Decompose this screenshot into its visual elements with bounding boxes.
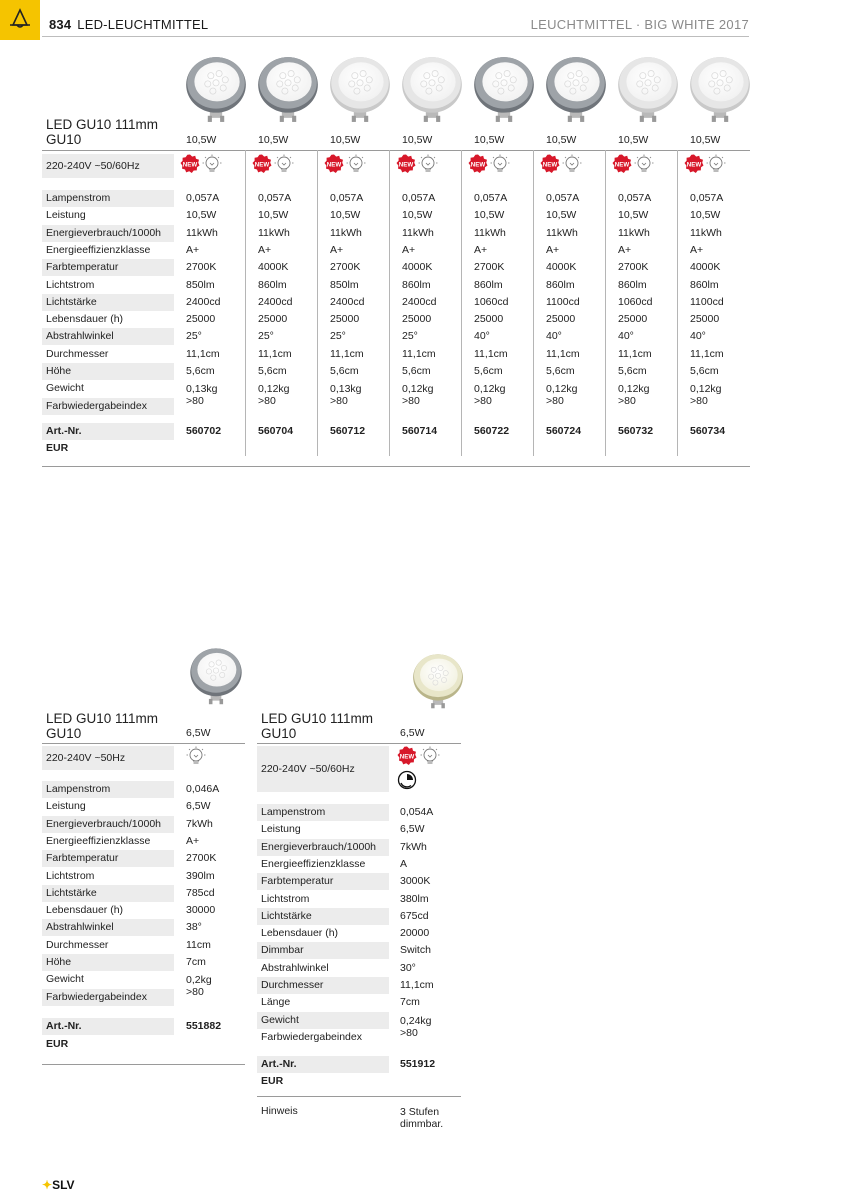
row-label-lichtstrom: Lichtstrom: [46, 278, 95, 291]
article-number: 560712: [330, 425, 366, 437]
header-rule: [42, 36, 749, 37]
product-wattage: 10,5W: [690, 134, 721, 146]
row-label-eur: EUR: [46, 1038, 69, 1050]
lamp-photo: [689, 52, 751, 124]
cell-laenge: 7cm: [400, 996, 420, 1009]
cell-lampenstrom: 0,057A: [186, 192, 220, 204]
led-bulb-icon: [274, 154, 294, 174]
cell-lichtstrom: 390lm: [186, 869, 215, 882]
cell-farbtemp: 2700K: [330, 261, 361, 274]
cell-leistung: 6,5W: [186, 800, 211, 813]
lamp-photo: [617, 52, 679, 124]
cell-gewicht-cri: [258, 383, 313, 407]
cell-energie: 11kWh: [258, 226, 290, 239]
table-subtitle: GU10: [46, 132, 82, 147]
lamp-section-icon: [8, 8, 32, 30]
row-label-lebensdauer: Lebensdauer (h): [46, 904, 124, 917]
cell-klasse: A+: [330, 243, 344, 256]
cell-lampenstrom: 0,057A: [258, 192, 292, 204]
cell-gewicht: 0,24kg: [400, 1014, 432, 1027]
cell-leistung: 10,5W: [474, 209, 505, 222]
cell-gewicht: 0,12kg: [474, 383, 506, 396]
brand-name: SLV: [52, 1178, 75, 1192]
new-badge-icon: [468, 154, 488, 174]
table-subtitle: GU10: [261, 726, 297, 741]
cell-gewicht: 0,12kg: [402, 383, 434, 396]
cell-durchmesser: 11,1cm: [400, 979, 434, 991]
cell-energie: 11kWh: [186, 226, 218, 239]
cell-hoehe: 5,6cm: [546, 365, 575, 377]
cell-leistung: 10,5W: [186, 209, 217, 222]
product-wattage: 10,5W: [474, 134, 505, 146]
cell-durchmesser: 11cm: [186, 938, 211, 951]
row-label-leistung: Leistung: [46, 209, 86, 222]
new-badge-text: NEW: [686, 161, 702, 169]
cell-lichtstrom: 860lm: [258, 278, 287, 291]
cell-winkel: 40°: [690, 330, 706, 343]
cell-gewicht: 0,13kg: [330, 383, 362, 396]
article-number: 560704: [258, 425, 294, 437]
row-label-farbwiedergabe: Farbwiedergabeindex: [42, 398, 174, 415]
cell-cri: >80: [186, 395, 204, 408]
row-label-energieeffizienz: Energieeffizienzklasse: [46, 243, 151, 256]
cell-hinweis: 3 Stufen dimmbar.: [400, 1106, 444, 1130]
cell-lebensdauer: 25000: [474, 313, 504, 326]
cell-lebensdauer: 25000: [402, 313, 432, 326]
cell-energie: 11kWh: [402, 226, 434, 239]
cell-klasse: A+: [186, 834, 200, 847]
cell-winkel: 40°: [546, 330, 562, 343]
article-number: 560702: [186, 425, 222, 437]
cell-winkel: 38°: [186, 921, 202, 934]
cell-lebensdauer: 25000: [546, 313, 576, 326]
cell-farbtemp: 3000K: [400, 875, 431, 888]
cell-gewicht: 0,12kg: [546, 383, 578, 396]
cell-winkel: 40°: [474, 330, 490, 343]
row-label-durchmesser: Durchmesser: [46, 347, 109, 360]
lamp-photo: [185, 52, 247, 124]
row-label-lichtstaerke: Lichtstärke: [42, 885, 174, 902]
row-label-hinweis: Hinweis: [261, 1105, 298, 1117]
cell-durchmesser: 11,1cm: [330, 347, 364, 360]
table-rule: [42, 150, 750, 151]
cell-energie: 7kWh: [186, 817, 213, 830]
chapter-title: LEUCHTMITTEL · BIG WHITE 2017: [530, 17, 749, 32]
cell-leistung: 10,5W: [690, 209, 721, 222]
cell-gewicht-cri: [546, 383, 601, 407]
lamp-photo: [473, 52, 535, 124]
cell-lampenstrom: 0,046A: [186, 783, 220, 795]
column-divider: [317, 150, 318, 456]
row-label-farbwiedergabe: Farbwiedergabeindex: [42, 989, 174, 1006]
row-label-energieverbrauch: Energieverbrauch/1000h: [257, 839, 389, 856]
new-badge-text: NEW: [470, 161, 486, 169]
cell-farbtemp: 4000K: [690, 261, 721, 274]
cell-gewicht: 0,12kg: [618, 383, 650, 396]
row-label-durchmesser: Durchmesser: [257, 977, 389, 994]
cell-farbtemp: 4000K: [402, 261, 433, 274]
row-label-eur: EUR: [46, 442, 69, 454]
article-number: 560724: [546, 425, 582, 437]
lamp-photo: [257, 52, 319, 124]
cell-durchmesser: 11,1cm: [402, 347, 436, 360]
cell-energie: 7kWh: [400, 840, 427, 853]
column-divider: [389, 150, 390, 456]
row-label-lichtstrom: Lichtstrom: [261, 892, 310, 905]
row-label-lampenstrom: Lampenstrom: [42, 781, 174, 798]
cell-lichtstaerke: 1060cd: [618, 295, 653, 308]
cell-gewicht: 0,12kg: [258, 383, 290, 396]
cell-hoehe: 5,6cm: [186, 365, 215, 377]
cell-durchmesser: 11,1cm: [618, 347, 652, 360]
cell-durchmesser: 11,1cm: [546, 347, 580, 360]
cell-energie: 11kWh: [330, 226, 362, 239]
row-label-farbtemperatur: Farbtemperatur: [42, 850, 174, 867]
row-label-gewicht: Gewicht: [46, 973, 84, 986]
table-subtitle: GU10: [46, 726, 82, 741]
row-label-abstrahlwinkel: Abstrahlwinkel: [261, 961, 329, 974]
cell-durchmesser: 11,1cm: [186, 347, 220, 360]
row-label-hoehe: Höhe: [42, 954, 174, 971]
new-badge-icon: [540, 154, 560, 174]
led-bulb-icon: [420, 746, 440, 766]
row-label-gewicht: Gewicht: [257, 1012, 389, 1029]
cell-lichtstaerke: 2400cd: [330, 295, 365, 308]
cell-lichtstrom: 850lm: [330, 278, 359, 291]
cell-lebensdauer: 25000: [330, 313, 360, 326]
cell-klasse: A+: [546, 243, 560, 256]
cell-gewicht: 0,2kg: [186, 974, 212, 987]
new-badge-text: NEW: [399, 753, 415, 761]
column-divider: [533, 150, 534, 456]
product-wattage: 6,5W: [186, 727, 211, 739]
cell-cri: >80: [546, 395, 564, 408]
column-divider: [245, 150, 246, 456]
lamp-photo: [329, 52, 391, 124]
cell-winkel: 25°: [258, 330, 274, 343]
new-badge-text: NEW: [326, 161, 342, 169]
row-label-lichtstrom: Lichtstrom: [46, 869, 95, 882]
cell-winkel: 40°: [618, 330, 634, 343]
table-title: LED GU10 111mm: [46, 711, 159, 726]
section-corner-tab: [0, 0, 40, 40]
cell-gewicht-cri: [618, 383, 673, 407]
cell-cri: >80: [330, 395, 348, 408]
led-bulb-icon: [490, 154, 510, 174]
cell-lampenstrom: 0,057A: [402, 192, 436, 204]
cell-winkel: 25°: [402, 330, 418, 343]
new-badge-text: NEW: [182, 161, 198, 169]
cell-energie: 11kWh: [690, 226, 722, 239]
cell-lebensdauer: 25000: [186, 313, 216, 326]
row-label-lebensdauer: Lebensdauer (h): [261, 927, 339, 940]
new-badge-text: NEW: [398, 161, 414, 169]
lamp-photo: [545, 52, 607, 124]
cell-cri: >80: [258, 395, 276, 408]
article-number: 560732: [618, 425, 654, 437]
table-rule: [257, 743, 461, 744]
new-badge-icon: [397, 746, 417, 766]
dimmer-icon: [397, 770, 417, 790]
row-label-energieverbrauch: Energieverbrauch/1000h: [42, 225, 174, 242]
cell-lichtstaerke: 1100cd: [690, 295, 724, 308]
cell-cri: >80: [400, 1026, 418, 1039]
cell-leistung: 6,5W: [400, 823, 425, 836]
table-bottom-rule: [42, 466, 750, 467]
cell-klasse: A+: [186, 243, 200, 256]
cell-klasse: A+: [690, 243, 704, 256]
cell-gewicht-cri: [474, 383, 529, 407]
row-label-lichtstaerke: Lichtstärke: [42, 294, 174, 311]
section-title: LED-LEUCHTMITTEL: [77, 17, 209, 32]
cell-gewicht-cri: [402, 383, 457, 407]
product-wattage: 10,5W: [618, 134, 649, 146]
cell-cri: >80: [186, 986, 204, 999]
led-bulb-icon: [706, 154, 726, 174]
cell-gewicht-cri: [186, 383, 241, 407]
cell-gewicht: 0,12kg: [690, 383, 722, 396]
new-badge-icon: [396, 154, 416, 174]
row-label-laenge: Länge: [261, 996, 291, 1009]
cell-lichtstrom: 860lm: [546, 278, 575, 291]
page-header-left: [49, 17, 208, 32]
new-badge-text: NEW: [542, 161, 558, 169]
article-number: 551912: [400, 1058, 436, 1070]
table-rule: [42, 743, 245, 744]
row-label-leistung: Leistung: [261, 823, 301, 836]
cell-lebensdauer: 25000: [690, 313, 720, 326]
cell-farbtemp: 2700K: [186, 261, 217, 274]
cell-lichtstaerke: 2400cd: [402, 295, 437, 308]
column-divider: [677, 150, 678, 456]
led-bulb-icon: [346, 154, 366, 174]
voltage-label: 220-240V ~50/60Hz: [42, 154, 174, 178]
cell-farbtemp: 2700K: [186, 852, 217, 865]
row-label-energieverbrauch: Energieverbrauch/1000h: [42, 816, 174, 833]
cell-lichtstrom: 860lm: [690, 278, 719, 291]
voltage-label: 220-240V ~50Hz: [42, 746, 174, 770]
cell-lebensdauer: 30000: [186, 904, 216, 917]
cell-hoehe: 5,6cm: [330, 365, 359, 377]
led-bulb-icon: [186, 746, 206, 766]
article-number: 560734: [690, 425, 726, 437]
lamp-photo: [186, 644, 246, 706]
row-label-artnr: Art.-Nr.: [42, 1018, 174, 1035]
cell-winkel: 30°: [400, 961, 416, 974]
product-wattage: 10,5W: [402, 134, 433, 146]
cell-hoehe: 5,6cm: [402, 365, 431, 377]
cell-lichtstaerke: 2400cd: [186, 295, 221, 308]
cell-lichtstrom: 860lm: [402, 278, 431, 291]
cell-hoehe: 7cm: [186, 956, 206, 968]
cell-lichtstrom: 860lm: [474, 278, 503, 291]
cell-lampenstrom: 0,054A: [400, 806, 434, 818]
row-label-eur: EUR: [261, 1075, 284, 1087]
cell-energie: 11kWh: [474, 226, 506, 239]
row-label-lampenstrom: Lampenstrom: [42, 190, 174, 207]
cell-winkel: 25°: [186, 330, 202, 343]
column-divider: [605, 150, 606, 456]
cell-leistung: 10,5W: [258, 209, 289, 222]
cell-gewicht-cri: [690, 383, 745, 407]
cell-lichtstaerke: 1100cd: [546, 295, 580, 308]
cell-dimmbar: Switch: [400, 944, 431, 957]
lamp-photo: [407, 650, 469, 710]
cell-lampenstrom: 0,057A: [474, 192, 508, 204]
cell-lichtstrom: 380lm: [400, 892, 429, 905]
new-badge-icon: [324, 154, 344, 174]
cell-cri: >80: [474, 395, 492, 408]
row-label-abstrahlwinkel: Abstrahlwinkel: [42, 328, 174, 345]
article-number: 560722: [474, 425, 510, 437]
column-divider: [461, 150, 462, 456]
cell-durchmesser: 11,1cm: [258, 347, 292, 360]
led-bulb-icon: [562, 154, 582, 174]
cell-gewicht-cri: [330, 383, 385, 407]
cell-energie: 11kWh: [546, 226, 578, 239]
row-label-abstrahlwinkel: Abstrahlwinkel: [42, 919, 174, 936]
row-label-farbtemperatur: Farbtemperatur: [42, 259, 174, 276]
cell-leistung: 10,5W: [618, 209, 649, 222]
led-bulb-icon: [418, 154, 438, 174]
row-label-lichtstaerke: Lichtstärke: [257, 908, 389, 925]
cell-hoehe: 5,6cm: [690, 365, 719, 377]
product-wattage: 10,5W: [546, 134, 577, 146]
new-badge-text: NEW: [254, 161, 270, 169]
cell-cri: >80: [690, 395, 708, 408]
cell-lichtstaerke: 2400cd: [258, 295, 293, 308]
cell-klasse: A+: [402, 243, 416, 256]
cell-lebensdauer: 25000: [258, 313, 288, 326]
table-rule: [257, 1096, 461, 1097]
cell-leistung: 10,5W: [330, 209, 361, 222]
cell-klasse: A+: [474, 243, 488, 256]
table-bottom-rule: [42, 1064, 245, 1065]
new-badge-icon: [612, 154, 632, 174]
cell-lichtstaerke: 1060cd: [474, 295, 509, 308]
cell-winkel: 25°: [330, 330, 346, 343]
row-label-farbwiedergabe: Farbwiedergabeindex: [261, 1030, 362, 1043]
row-label-lebensdauer: Lebensdauer (h): [46, 313, 124, 326]
row-label-farbtemperatur: Farbtemperatur: [257, 873, 389, 890]
cell-lampenstrom: 0,057A: [690, 192, 724, 204]
cell-lebensdauer: 20000: [400, 927, 430, 940]
cell-lichtstaerke: 785cd: [186, 886, 215, 899]
cell-lampenstrom: 0,057A: [618, 192, 652, 204]
led-bulb-icon: [202, 154, 222, 174]
cell-farbtemp: 4000K: [258, 261, 289, 274]
product-wattage: 10,5W: [186, 134, 217, 146]
row-label-energieeffizienz: Energieeffizienzklasse: [46, 834, 151, 847]
cell-hoehe: 5,6cm: [618, 365, 647, 377]
row-label-hoehe: Höhe: [42, 363, 174, 380]
cell-klasse: A+: [258, 243, 272, 256]
cell-durchmesser: 11,1cm: [690, 347, 724, 360]
cell-farbtemp: 2700K: [618, 261, 649, 274]
cell-durchmesser: 11,1cm: [474, 347, 508, 360]
row-label-durchmesser: Durchmesser: [46, 938, 109, 951]
new-badge-icon: [684, 154, 704, 174]
cell-cri: >80: [402, 395, 420, 408]
row-label-energieeffizienz: Energieeffizienzklasse: [261, 857, 366, 870]
cell-farbtemp: 4000K: [546, 261, 577, 274]
cell-lichtstaerke: 675cd: [400, 909, 429, 922]
article-number: 551882: [186, 1020, 222, 1032]
cell-klasse: A+: [618, 243, 632, 256]
new-badge-icon: [180, 154, 200, 174]
cell-hoehe: 5,6cm: [258, 365, 287, 377]
row-label-artnr: Art.-Nr.: [257, 1056, 389, 1073]
row-label-dimmbar: Dimmbar: [257, 942, 389, 959]
product-wattage: 6,5W: [400, 727, 425, 739]
cell-lampenstrom: 0,057A: [330, 192, 364, 204]
new-badge-text: NEW: [614, 161, 630, 169]
product-wattage: 10,5W: [258, 134, 289, 146]
product-wattage: 10,5W: [330, 134, 361, 146]
new-badge-icon: [252, 154, 272, 174]
page-number: 834: [49, 17, 72, 32]
led-bulb-icon: [634, 154, 654, 174]
article-number: 560714: [402, 425, 438, 437]
cell-energie: 11kWh: [618, 226, 650, 239]
cell-lebensdauer: 25000: [618, 313, 648, 326]
voltage-label: 220-240V ~50/60Hz: [257, 746, 389, 792]
cell-hoehe: 5,6cm: [474, 365, 503, 377]
cell-leistung: 10,5W: [402, 209, 433, 222]
cell-farbtemp: 2700K: [474, 261, 505, 274]
cell-lampenstrom: 0,057A: [546, 192, 580, 204]
cell-gewicht-cri: [400, 1015, 455, 1039]
row-label-leistung: Leistung: [46, 800, 86, 813]
cell-gewicht: 0,13kg: [186, 383, 218, 396]
table-title: LED GU10 111mm: [261, 711, 374, 726]
cell-klasse: A: [400, 857, 408, 870]
cell-lichtstrom: 860lm: [618, 278, 647, 291]
brand-logo: ✦SLV: [42, 1178, 75, 1192]
row-label-artnr: Art.-Nr.: [42, 423, 174, 440]
row-label-lampenstrom: Lampenstrom: [257, 804, 389, 821]
table-title: LED GU10 111mm: [46, 117, 159, 132]
cell-gewicht-cri: [186, 974, 241, 998]
cell-cri: >80: [618, 395, 636, 408]
cell-leistung: 10,5W: [546, 209, 577, 222]
row-label-gewicht: Gewicht: [46, 382, 84, 395]
lamp-photo: [401, 52, 463, 124]
cell-lichtstrom: 850lm: [186, 278, 215, 291]
